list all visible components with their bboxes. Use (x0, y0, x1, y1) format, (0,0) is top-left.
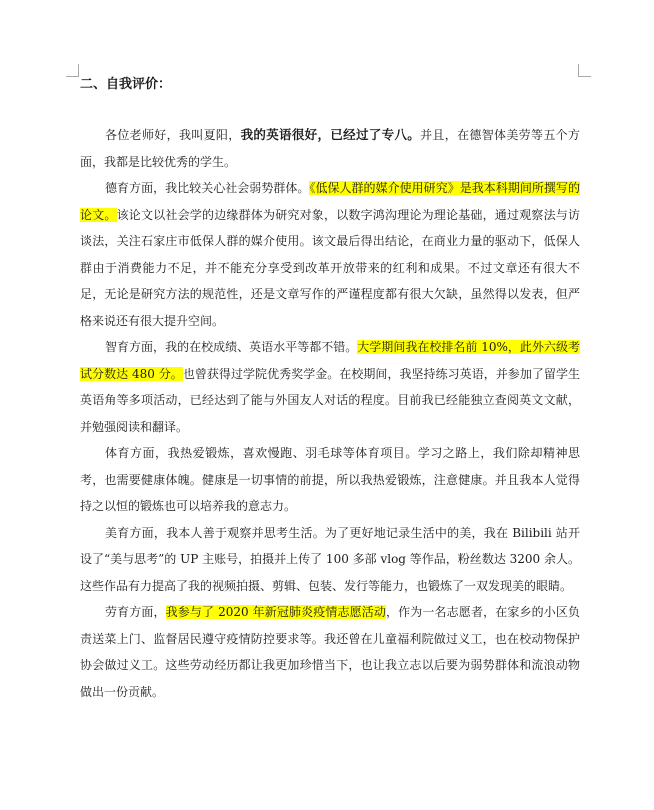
moral-text-2: 该论文以社会学的边缘群体为研究对象，以数字鸿沟理论为理论基础，通过观察法与访谈法，关注石家庄市低保人群的媒介使用。该文最后得出结论，在商业力量的驱动下，低保人群由于消费能力不足，并不能充分享受到改革开放带来的红利和成果。不过文章还有很大不足，无论是研究方法的规范性，还是文章写作的严谨程度都有很大欠缺，虽然得以发表，但严格来说还有很大提升空间。 (80, 207, 580, 328)
intro-bold-text: 我的英语很好，已经过了专八。 (240, 127, 421, 142)
paragraph-intro (80, 122, 580, 175)
paragraph-labor (80, 599, 580, 705)
paragraph-intellect (80, 334, 580, 440)
moral-text-1: 德育方面，我比较关心社会弱势群体。 (105, 181, 310, 195)
physical-text: 体育方面，我热爱锻炼，喜欢慢跑、羽毛球等体育项目。学习之路上，我们除却精神思考，也需要健康体魄。健康是一切事情的前提，所以我热爱锻炼，注意健康。并且我本人觉得持之以恒的锻炼也可以培养我的意志力。 (80, 446, 580, 513)
paragraph-aesthetic (80, 520, 580, 600)
document-page (80, 70, 580, 705)
labor-text-2: ，作为一名志愿者，在家乡的小区负责送菜上门、监督居民遵守疫情防控要求等。我还曾在儿童福利院做过义工，也在校动物保护协会做过义工。这些劳动经历都让我更加珍惜当下，也让我立志以后要为弱势群体和流浪动物做出一份贡献。 (80, 605, 580, 699)
intellect-text-1: 智育方面，我的在校成绩、英语水平等都不错。 (105, 340, 358, 354)
intellect-text-2: 也曾获得过学院优秀奖学金。在校期间，我坚持练习英语，并参加了留学生英语角等多项活动，已经达到了能与外国友人对话的程度。目前我已经能独立查阅英文文献，并勉强阅读和翻译。 (80, 366, 580, 434)
crop-mark-top-left (66, 64, 79, 77)
section-heading: 二、自我评价： (80, 77, 172, 92)
intro-text-2: 并且，在德智体美劳等五个方面，我都是比较优秀的学生。 (80, 128, 580, 169)
paragraph-physical (80, 440, 580, 520)
intellect-highlight: 大学期间我在校排名前 10%，此外六级考试分数达 480 分。 (80, 340, 580, 381)
moral-highlight: 《低保人群的媒介使用研究》是我本科期间所撰写的论文。 (80, 181, 580, 222)
labor-highlight: 我参与了 2020 年新冠肺炎疫情志愿活动 (165, 605, 387, 619)
aesthetic-text: 美育方面，我本人善于观察并思考生活。为了更好地记录生活中的美，我在 Bilibili 站开设了“美与思考”的 UP 主账号，拍摄并上传了 100 多部 vlog 等作品，粉丝数达 3200 余人。这些作品有力提高了我的视频拍摄、剪辑、包装、发行等能力，也锻炼了一双发现美的眼睛。 (80, 525, 580, 593)
labor-text-1: 劳育方面， (105, 605, 166, 619)
paragraph-moral (80, 175, 580, 334)
intro-text-1: 各位老师好，我叫夏阳， (105, 128, 241, 142)
